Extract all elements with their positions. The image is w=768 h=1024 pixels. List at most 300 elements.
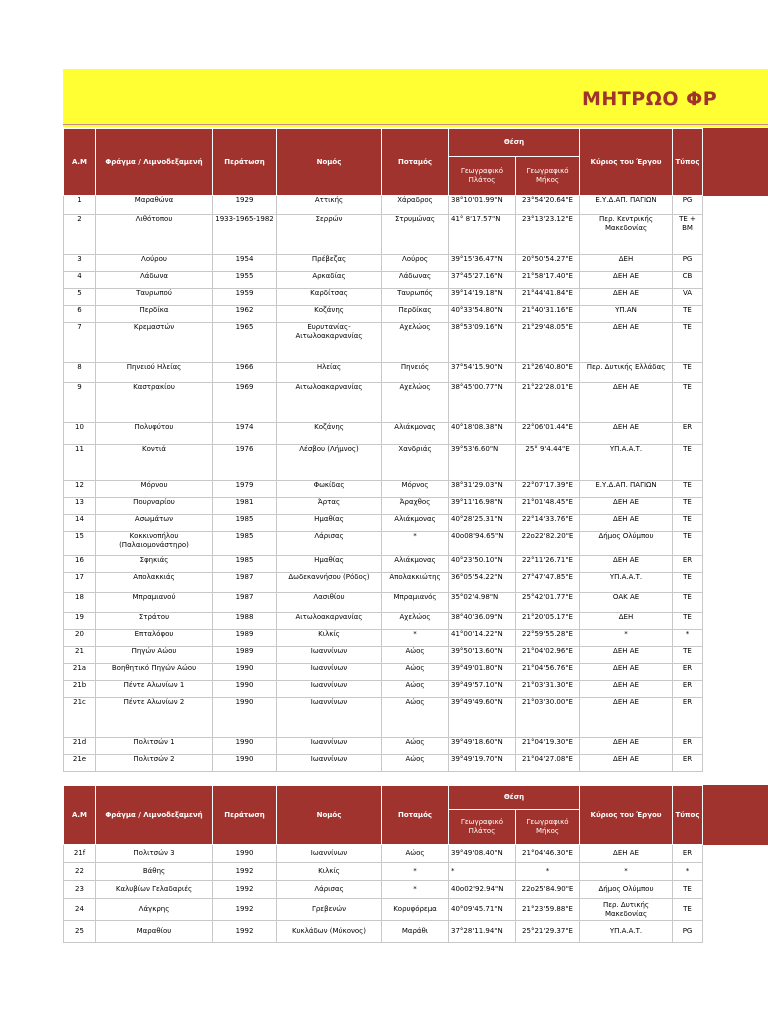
col-year-header: Περάτωση xyxy=(213,786,277,845)
cell-type: ER xyxy=(673,664,703,681)
cell-dam-name: Καστρακίου xyxy=(96,383,213,423)
cell-river: * xyxy=(382,630,449,647)
cell-dam-name: Λούρου xyxy=(96,255,213,272)
table-row xyxy=(64,481,703,498)
cell-owner: ΔΕΗ ΑΕ xyxy=(580,515,673,532)
cell-dam-name: Πολιτσών 2 xyxy=(96,755,213,772)
cell-prefecture: Ιωαννίνων xyxy=(277,738,382,755)
cell-owner: ΔΕΗ ΑΕ xyxy=(580,755,673,772)
cell-dam-name: Λάδωνα xyxy=(96,272,213,289)
cell-longitude: 21°44'41.84"E xyxy=(516,289,580,306)
col-lon-header: Γεωγραφικό Μήκος xyxy=(516,810,580,845)
cell-river: Αλιάκμονας xyxy=(382,556,449,573)
banner-underline xyxy=(63,124,768,125)
cell-river: Λάδωνας xyxy=(382,272,449,289)
cell-river: Αώος xyxy=(382,647,449,664)
cell-type: TE xyxy=(673,515,703,532)
cell-longitude: 20°50'54.27"E xyxy=(516,255,580,272)
header-side-strip xyxy=(702,128,768,196)
cell-longitude: 21°01'48.45"E xyxy=(516,498,580,515)
cell-river: Αώος xyxy=(382,698,449,738)
col-prefecture-header: Νομός xyxy=(277,129,382,196)
cell-longitude: 21°29'48.05"E xyxy=(516,323,580,363)
cell-prefecture: Ιωαννίνων xyxy=(277,698,382,738)
col-year-header: Περάτωση xyxy=(213,129,277,196)
title-banner xyxy=(63,69,768,127)
cell-year: 1929 xyxy=(213,196,277,215)
cell-river: Χάραδρος xyxy=(382,196,449,215)
col-river-header: Ποταμός xyxy=(382,786,449,845)
cell-prefecture: Πρέβεζας xyxy=(277,255,382,272)
cell-latitude: 39°11'16.98"N xyxy=(449,498,516,515)
cell-dam-name: Ταυρωπού xyxy=(96,289,213,306)
cell-am: 21f xyxy=(64,845,96,863)
cell-type: ER xyxy=(673,423,703,445)
table-row xyxy=(64,630,703,647)
cell-dam-name: Περδίκα xyxy=(96,306,213,323)
cell-owner: ΔΕΗ ΑΕ xyxy=(580,647,673,664)
cell-river: Κορυφόρεμα xyxy=(382,899,449,921)
cell-longitude: 21°40'31.16"E xyxy=(516,306,580,323)
cell-dam-name: Επταλόφου xyxy=(96,630,213,647)
header-side-strip xyxy=(702,785,768,845)
cell-dam-name: Πηγών Αώου xyxy=(96,647,213,664)
cell-year: 1990 xyxy=(213,664,277,681)
cell-river: Πηνειός xyxy=(382,363,449,383)
cell-year: 1992 xyxy=(213,899,277,921)
cell-river: Μόρνος xyxy=(382,481,449,498)
cell-latitude: 40°09'45.71"N xyxy=(449,899,516,921)
cell-year: 1990 xyxy=(213,738,277,755)
table-row xyxy=(64,498,703,515)
cell-latitude: 40°33'54.80"N xyxy=(449,306,516,323)
cell-longitude: 22ο22'82.20"E xyxy=(516,532,580,556)
cell-am: 20 xyxy=(64,630,96,647)
cell-year: 1969 xyxy=(213,383,277,423)
cell-type: TE xyxy=(673,498,703,515)
cell-dam-name: Βοηθητικό Πηγών Αώου xyxy=(96,664,213,681)
cell-owner: Δήμος Ολύμπου xyxy=(580,881,673,899)
col-prefecture-header: Νομός xyxy=(277,786,382,845)
col-river-header: Ποταμός xyxy=(382,129,449,196)
table-row xyxy=(64,289,703,306)
cell-river: Στρυμώνας xyxy=(382,215,449,255)
cell-prefecture: Αιτωλοακαρνανίας xyxy=(277,383,382,423)
header-row xyxy=(64,129,703,157)
cell-am: 25 xyxy=(64,921,96,943)
cell-latitude: 41° 8'17.57"N xyxy=(449,215,516,255)
col-type-header: Τύπος xyxy=(673,786,703,845)
cell-type: TE + BM xyxy=(673,215,703,255)
cell-am: 21 xyxy=(64,647,96,664)
cell-am: 21b xyxy=(64,681,96,698)
cell-latitude: 38°53'09.16"N xyxy=(449,323,516,363)
cell-owner: Περ. Κεντρικής Μακεδονίας xyxy=(580,215,673,255)
cell-owner: ΔΕΗ ΑΕ xyxy=(580,498,673,515)
cell-type: ER xyxy=(673,738,703,755)
cell-year: 1959 xyxy=(213,289,277,306)
cell-dam-name: Λιθότοπου xyxy=(96,215,213,255)
cell-dam-name: Πηνειού Ηλείας xyxy=(96,363,213,383)
cell-longitude: 21°26'40.80"E xyxy=(516,363,580,383)
cell-type: TE xyxy=(673,481,703,498)
cell-river: Αώος xyxy=(382,738,449,755)
table-row xyxy=(64,755,703,772)
cell-am: 23 xyxy=(64,881,96,899)
cell-prefecture: Κοζάνης xyxy=(277,423,382,445)
table-row xyxy=(64,215,703,255)
cell-latitude: 40ο02'92.94"N xyxy=(449,881,516,899)
cell-dam-name: Κρεμαστών xyxy=(96,323,213,363)
cell-year: 1955 xyxy=(213,272,277,289)
table-row xyxy=(64,613,703,630)
cell-prefecture: Ευρυτανίας-Αιτωλοακαρνανίας xyxy=(277,323,382,363)
cell-latitude: 39°49'18.60"N xyxy=(449,738,516,755)
col-lat-header: Γεωγραφικό Πλάτος xyxy=(449,157,516,196)
cell-type: TE xyxy=(673,532,703,556)
cell-year: 1954 xyxy=(213,255,277,272)
cell-am: 12 xyxy=(64,481,96,498)
cell-type: ER xyxy=(673,556,703,573)
cell-am: 21e xyxy=(64,755,96,772)
cell-longitude: 22°11'26.71"E xyxy=(516,556,580,573)
cell-owner: ΥΠ.Α.Α.Τ. xyxy=(580,445,673,481)
cell-am: 19 xyxy=(64,613,96,630)
col-lon-header: Γεωγραφικό Μήκος xyxy=(516,157,580,196)
cell-owner: ΥΠ.ΑΝ xyxy=(580,306,673,323)
cell-longitude: 21°23'59.88"E xyxy=(516,899,580,921)
cell-longitude: 21°58'17.40"E xyxy=(516,272,580,289)
cell-prefecture: Γρεβενών xyxy=(277,899,382,921)
cell-latitude: 41°00'14.22"N xyxy=(449,630,516,647)
cell-river: * xyxy=(382,532,449,556)
table-row xyxy=(64,556,703,573)
cell-am: 2 xyxy=(64,215,96,255)
cell-longitude: 21°04'46.30"E xyxy=(516,845,580,863)
table-row xyxy=(64,383,703,423)
table-row xyxy=(64,363,703,383)
cell-year: 1992 xyxy=(213,921,277,943)
cell-type: TE xyxy=(673,306,703,323)
cell-river: Αλιάκμονας xyxy=(382,423,449,445)
cell-year: 1933-1965-1982 xyxy=(213,215,277,255)
cell-latitude: 37°28'11.94"N xyxy=(449,921,516,943)
cell-longitude: 27°47'47.85"E xyxy=(516,573,580,593)
cell-longitude: 23°13'23.12"E xyxy=(516,215,580,255)
table-row xyxy=(64,306,703,323)
cell-river: * xyxy=(382,863,449,881)
cell-dam-name: Πουρναρίου xyxy=(96,498,213,515)
cell-longitude: 25° 9'4.44"E xyxy=(516,445,580,481)
cell-prefecture: Σερρών xyxy=(277,215,382,255)
table-row xyxy=(64,664,703,681)
cell-owner: * xyxy=(580,630,673,647)
cell-river: Μαράθι xyxy=(382,921,449,943)
cell-prefecture: Ηλείας xyxy=(277,363,382,383)
cell-am: 17 xyxy=(64,573,96,593)
cell-prefecture: Φωκίδας xyxy=(277,481,382,498)
cell-am: 7 xyxy=(64,323,96,363)
cell-latitude: 37°45'27.16"N xyxy=(449,272,516,289)
cell-prefecture: Κιλκίς xyxy=(277,630,382,647)
cell-owner: ΔΕΗ xyxy=(580,613,673,630)
cell-owner: Ε.Υ.Δ.ΑΠ. ΠΑΓΙΩΝ xyxy=(580,196,673,215)
cell-year: 1965 xyxy=(213,323,277,363)
cell-am: 16 xyxy=(64,556,96,573)
cell-latitude: 39°49'57.10"N xyxy=(449,681,516,698)
cell-river: Χανδριάς xyxy=(382,445,449,481)
cell-prefecture: Αττικής xyxy=(277,196,382,215)
cell-prefecture: Ιωαννίνων xyxy=(277,755,382,772)
table-row xyxy=(64,532,703,556)
cell-year: 1990 xyxy=(213,755,277,772)
table-row xyxy=(64,921,703,943)
cell-year: 1987 xyxy=(213,593,277,613)
cell-river: Αχελώος xyxy=(382,383,449,423)
cell-latitude: 39°50'13.60"N xyxy=(449,647,516,664)
col-position-header: Θέση xyxy=(449,786,580,810)
cell-am: 21a xyxy=(64,664,96,681)
table-body xyxy=(64,196,703,772)
cell-river: Αώος xyxy=(382,664,449,681)
cell-dam-name: Μαραθώνα xyxy=(96,196,213,215)
cell-dam-name: Σφηκιάς xyxy=(96,556,213,573)
cell-year: 1990 xyxy=(213,698,277,738)
cell-dam-name: Λάγκρης xyxy=(96,899,213,921)
cell-owner: ΥΠ.Α.Α.Τ. xyxy=(580,573,673,593)
table-row xyxy=(64,515,703,532)
cell-dam-name: Πολιτσών 3 xyxy=(96,845,213,863)
cell-river: Αώος xyxy=(382,681,449,698)
cell-longitude: 21°04'19.30"E xyxy=(516,738,580,755)
cell-latitude: 38°45'00.77"N xyxy=(449,383,516,423)
cell-dam-name: Πέντε Αλωνίων 1 xyxy=(96,681,213,698)
cell-dam-name: Βάθης xyxy=(96,863,213,881)
cell-longitude: * xyxy=(516,863,580,881)
cell-prefecture: Αρκαδίας xyxy=(277,272,382,289)
cell-owner: * xyxy=(580,863,673,881)
cell-year: 1981 xyxy=(213,498,277,515)
cell-longitude: 25°21'29.37"E xyxy=(516,921,580,943)
cell-longitude: 21°04'27.08"E xyxy=(516,755,580,772)
cell-am: 9 xyxy=(64,383,96,423)
cell-year: 1976 xyxy=(213,445,277,481)
cell-year: 1962 xyxy=(213,306,277,323)
cell-river: Αλιάκμονας xyxy=(382,515,449,532)
cell-prefecture: Λασιθίου xyxy=(277,593,382,613)
col-am-header: Α.Μ xyxy=(64,786,96,845)
cell-year: 1988 xyxy=(213,613,277,630)
cell-am: 11 xyxy=(64,445,96,481)
cell-river: * xyxy=(382,881,449,899)
cell-latitude: 40°18'08.38"N xyxy=(449,423,516,445)
col-type-header: Τύπος xyxy=(673,129,703,196)
cell-year: 1979 xyxy=(213,481,277,498)
cell-longitude: 21°04'02.96"E xyxy=(516,647,580,664)
cell-longitude: 22°14'33.76"E xyxy=(516,515,580,532)
cell-dam-name: Απολακκιάς xyxy=(96,573,213,593)
cell-prefecture: Ημαθίας xyxy=(277,515,382,532)
cell-dam-name: Μόρνου xyxy=(96,481,213,498)
cell-year: 1990 xyxy=(213,845,277,863)
cell-prefecture: Λάρισας xyxy=(277,532,382,556)
cell-prefecture: Καρδίτσας xyxy=(277,289,382,306)
cell-latitude: 39°49'08.40"N xyxy=(449,845,516,863)
cell-dam-name: Μαραθίου xyxy=(96,921,213,943)
cell-dam-name: Κοντιά xyxy=(96,445,213,481)
cell-type: TE xyxy=(673,899,703,921)
cell-year: 1966 xyxy=(213,363,277,383)
cell-latitude: 38°40'36.09"N xyxy=(449,613,516,630)
cell-year: 1989 xyxy=(213,647,277,664)
cell-prefecture: Δωδεκαννήσου (Ρόδος) xyxy=(277,573,382,593)
cell-owner: ΔΕΗ ΑΕ xyxy=(580,383,673,423)
cell-am: 13 xyxy=(64,498,96,515)
col-am-header: Α.Μ xyxy=(64,129,96,196)
cell-type: TE xyxy=(673,647,703,664)
cell-am: 5 xyxy=(64,289,96,306)
cell-owner: ΔΕΗ ΑΕ xyxy=(580,423,673,445)
cell-am: 3 xyxy=(64,255,96,272)
cell-river: Ταυρωπός xyxy=(382,289,449,306)
col-owner-header: Κύριος του Έργου xyxy=(580,786,673,845)
cell-prefecture: Ιωαννίνων xyxy=(277,681,382,698)
table-row xyxy=(64,738,703,755)
cell-longitude: 23°54'20.64"E xyxy=(516,196,580,215)
cell-year: 1985 xyxy=(213,556,277,573)
dam-register-table xyxy=(63,128,703,772)
cell-river: Απολακκιώτης xyxy=(382,573,449,593)
cell-longitude: 22°06'01.44"E xyxy=(516,423,580,445)
cell-year: 1990 xyxy=(213,681,277,698)
cell-type: TE xyxy=(673,613,703,630)
cell-owner: ΔΕΗ ΑΕ xyxy=(580,556,673,573)
cell-year: 1985 xyxy=(213,515,277,532)
header-row xyxy=(64,786,703,810)
cell-type: PG xyxy=(673,255,703,272)
cell-prefecture: Κυκλάδων (Μύκονος) xyxy=(277,921,382,943)
cell-owner: Περ. Δυτικής Μακεδονίας xyxy=(580,899,673,921)
cell-owner: Δήμος Ολύμπου xyxy=(580,532,673,556)
cell-dam-name: Μπραμιανού xyxy=(96,593,213,613)
cell-river: Λούρος xyxy=(382,255,449,272)
cell-owner: ΔΕΗ ΑΕ xyxy=(580,289,673,306)
cell-longitude: 21°03'30.00"E xyxy=(516,698,580,738)
cell-latitude: 39°49'49.60"N xyxy=(449,698,516,738)
cell-prefecture: Λέσβου (Λήμνος) xyxy=(277,445,382,481)
cell-am: 1 xyxy=(64,196,96,215)
table-row xyxy=(64,899,703,921)
cell-latitude: 39°14'19.18"N xyxy=(449,289,516,306)
table-row xyxy=(64,698,703,738)
col-dam-header: Φράγμα / Λιμνοδεξαμενή xyxy=(96,786,213,845)
cell-latitude: 39°49'01.80"N xyxy=(449,664,516,681)
cell-year: 1987 xyxy=(213,573,277,593)
cell-owner: Περ. Δυτικής Ελλάδας xyxy=(580,363,673,383)
cell-owner: ΔΕΗ ΑΕ xyxy=(580,664,673,681)
table-row xyxy=(64,863,703,881)
cell-latitude: 39°53'6.60"N xyxy=(449,445,516,481)
cell-type: TE xyxy=(673,881,703,899)
cell-dam-name: Ασωμάτων xyxy=(96,515,213,532)
cell-latitude: 39°49'19.70"N xyxy=(449,755,516,772)
cell-latitude: 37°54'15.90"N xyxy=(449,363,516,383)
cell-river: Αχελώος xyxy=(382,613,449,630)
table-row xyxy=(64,881,703,899)
cell-am: 15 xyxy=(64,532,96,556)
cell-longitude: 25°42'01.77"E xyxy=(516,593,580,613)
cell-type: CB xyxy=(673,272,703,289)
table-row xyxy=(64,681,703,698)
col-lat-header: Γεωγραφικό Πλάτος xyxy=(449,810,516,845)
cell-prefecture: Ιωαννίνων xyxy=(277,845,382,863)
cell-latitude: 38°10'01.99"N xyxy=(449,196,516,215)
cell-prefecture: Κοζάνης xyxy=(277,306,382,323)
dam-register-table-continued xyxy=(63,785,703,943)
cell-river: Μπραμιανός xyxy=(382,593,449,613)
cell-type: TE xyxy=(673,363,703,383)
cell-type: ER xyxy=(673,755,703,772)
table-row xyxy=(64,196,703,215)
cell-prefecture: Κιλκίς xyxy=(277,863,382,881)
cell-am: 21c xyxy=(64,698,96,738)
cell-river: Αώος xyxy=(382,755,449,772)
cell-am: 6 xyxy=(64,306,96,323)
cell-am: 10 xyxy=(64,423,96,445)
cell-type: * xyxy=(673,863,703,881)
table-row xyxy=(64,573,703,593)
cell-year: 1989 xyxy=(213,630,277,647)
cell-latitude: 38°31'29.03"N xyxy=(449,481,516,498)
col-owner-header: Κύριος του Έργου xyxy=(580,129,673,196)
cell-longitude: 22°07'17.39"E xyxy=(516,481,580,498)
cell-am: 21d xyxy=(64,738,96,755)
cell-type: ER xyxy=(673,681,703,698)
cell-longitude: 21°22'28.01"E xyxy=(516,383,580,423)
cell-latitude: 40°28'25.31"N xyxy=(449,515,516,532)
cell-longitude: 22°59'55.28"E xyxy=(516,630,580,647)
cell-type: ER xyxy=(673,845,703,863)
cell-year: 1992 xyxy=(213,863,277,881)
cell-dam-name: Κοκκινοπήλου (Παλαιομονάστηρο) xyxy=(96,532,213,556)
cell-owner: ΔΕΗ ΑΕ xyxy=(580,681,673,698)
col-dam-header: Φράγμα / Λιμνοδεξαμενή xyxy=(96,129,213,196)
cell-type: TE xyxy=(673,383,703,423)
cell-dam-name: Πέντε Αλωνίων 2 xyxy=(96,698,213,738)
cell-am: 4 xyxy=(64,272,96,289)
cell-type: TE xyxy=(673,593,703,613)
cell-dam-name: Πολιτσών 1 xyxy=(96,738,213,755)
cell-dam-name: Καλυβίων Γελαδαριές xyxy=(96,881,213,899)
cell-prefecture: Άρτας xyxy=(277,498,382,515)
cell-latitude: 39°15'36.47"N xyxy=(449,255,516,272)
cell-dam-name: Πολυφύτου xyxy=(96,423,213,445)
cell-latitude: * xyxy=(449,863,516,881)
cell-type: PG xyxy=(673,196,703,215)
cell-owner: ΔΕΗ ΑΕ xyxy=(580,698,673,738)
cell-longitude: 21°03'31.30"E xyxy=(516,681,580,698)
cell-dam-name: Στράτου xyxy=(96,613,213,630)
cell-river: Άραχθος xyxy=(382,498,449,515)
cell-river: Περδίκας xyxy=(382,306,449,323)
cell-owner: ΥΠ.Α.Α.Τ. xyxy=(580,921,673,943)
cell-latitude: 35°02'4.98"N xyxy=(449,593,516,613)
cell-am: 8 xyxy=(64,363,96,383)
cell-owner: ΔΕΗ ΑΕ xyxy=(580,845,673,863)
page-title: ΜΗΤΡΩΟ ΦΡ xyxy=(582,88,718,110)
cell-latitude: 40ο08'94.65"N xyxy=(449,532,516,556)
cell-longitude: 21°20'05.17"E xyxy=(516,613,580,630)
